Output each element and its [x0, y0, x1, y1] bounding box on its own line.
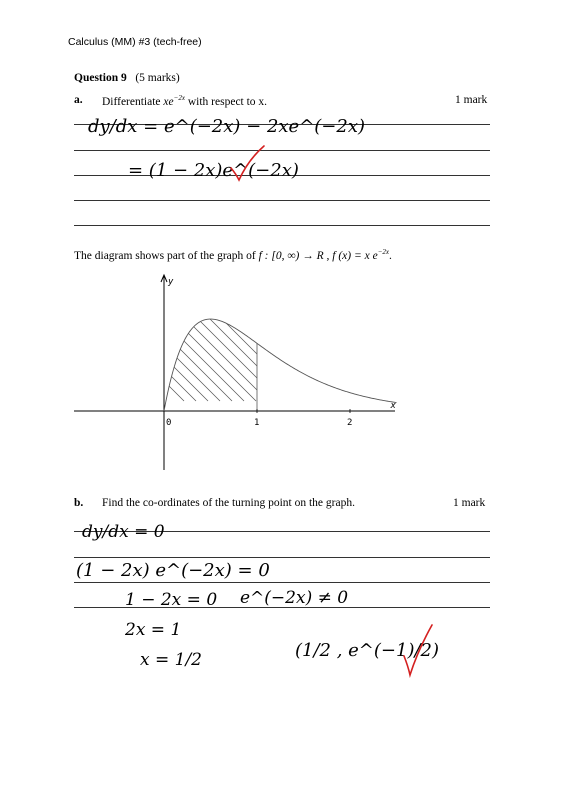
- question-marks: (5 marks): [135, 72, 180, 84]
- answer-line: [74, 200, 490, 201]
- hatch-line: [80, 270, 220, 401]
- hatch-line: [164, 270, 304, 401]
- part-a-marks: 1 mark: [455, 94, 488, 106]
- part-a-question: [102, 94, 267, 108]
- part-b-tick-icon: [400, 622, 436, 678]
- hatch-line: [140, 270, 280, 401]
- hatch-line: [272, 270, 400, 401]
- turning-point-answer: (1/2 , e^(−1)/2): [295, 640, 440, 661]
- function-graph: [60, 270, 400, 480]
- hatch-line: [116, 270, 256, 401]
- tick-label-1: 1: [254, 418, 260, 428]
- hatch-line: [92, 270, 232, 401]
- hatch-line: [320, 270, 400, 401]
- part-b-answer-line-4: e^(−2x) ≠ 0: [240, 588, 349, 608]
- answer-line: [74, 225, 490, 226]
- part-a-prompt: [74, 94, 494, 110]
- function-definition: f : [0, ∞) → R , f (x) = x $e^{-2x}$: [258, 248, 390, 262]
- question-title: [74, 72, 180, 84]
- hatch-line: [284, 270, 400, 401]
- part-a-prompt-prefix: Differentiate: [102, 95, 161, 108]
- part-b-prompt: [74, 497, 494, 513]
- hatch-line: [224, 270, 364, 401]
- hatch-line: [260, 270, 400, 401]
- part-a-label: a.: [74, 94, 83, 106]
- graph-intro: The diagram shows part of the graph of f : [0, ∞) → R , f (x) = x $e^{-2x}$.: [74, 248, 392, 262]
- part-b-answer-line-2: (1 − 2x) e^(−2x) = 0: [76, 560, 270, 581]
- hatch-line: [128, 270, 268, 401]
- part-a-prompt-suffix: with respect to x.: [187, 95, 268, 108]
- part-b-marks: 1 mark: [453, 497, 486, 509]
- part-b-answer-line-5: 2x = 1: [125, 620, 182, 640]
- page-header: Calculus (MM) #3 (tech-free): [68, 36, 202, 48]
- part-b-answer-line-1: dy/dx = 0: [82, 522, 165, 542]
- hatch-line: [60, 270, 184, 401]
- hatch-line: [152, 270, 292, 401]
- hatch-line: [60, 270, 196, 401]
- part-a-tick-icon: [228, 142, 268, 184]
- tick-label-0: 0: [166, 418, 172, 428]
- part-b-answer-line-6: x = 1/2: [140, 650, 202, 670]
- part-b-label: b.: [74, 497, 84, 509]
- y-axis-label: y: [168, 277, 174, 287]
- tick-label-2: 2: [347, 418, 353, 428]
- hatch-line: [296, 270, 400, 401]
- question-number: Question 9: [74, 72, 127, 84]
- curve: [164, 319, 397, 411]
- hatch-line: [188, 270, 328, 401]
- part-a-answer-line-2: = (1 − 2x)e^(−2x): [128, 160, 299, 181]
- answer-line: [74, 150, 490, 151]
- hatch-line: [104, 270, 244, 401]
- x-axis-label: x: [390, 401, 396, 411]
- shaded-region: [60, 270, 400, 401]
- hatch-line: [212, 270, 352, 401]
- part-a-expression: $xe^{-2x}$: [163, 94, 185, 108]
- hatch-line: [308, 270, 400, 401]
- part-b-question: Find the co-ordinates of the turning point on the graph.: [102, 497, 355, 509]
- answer-line: [74, 557, 490, 558]
- part-a-answer-line-1: dy/dx = e^(−2x) − 2xe^(−2x): [88, 116, 366, 137]
- hatch-line: [248, 270, 388, 401]
- graph-intro-prefix: The diagram shows part of the graph of: [74, 249, 256, 262]
- part-b-answer-line-3: 1 − 2x = 0: [125, 590, 218, 610]
- answer-line: [74, 582, 490, 583]
